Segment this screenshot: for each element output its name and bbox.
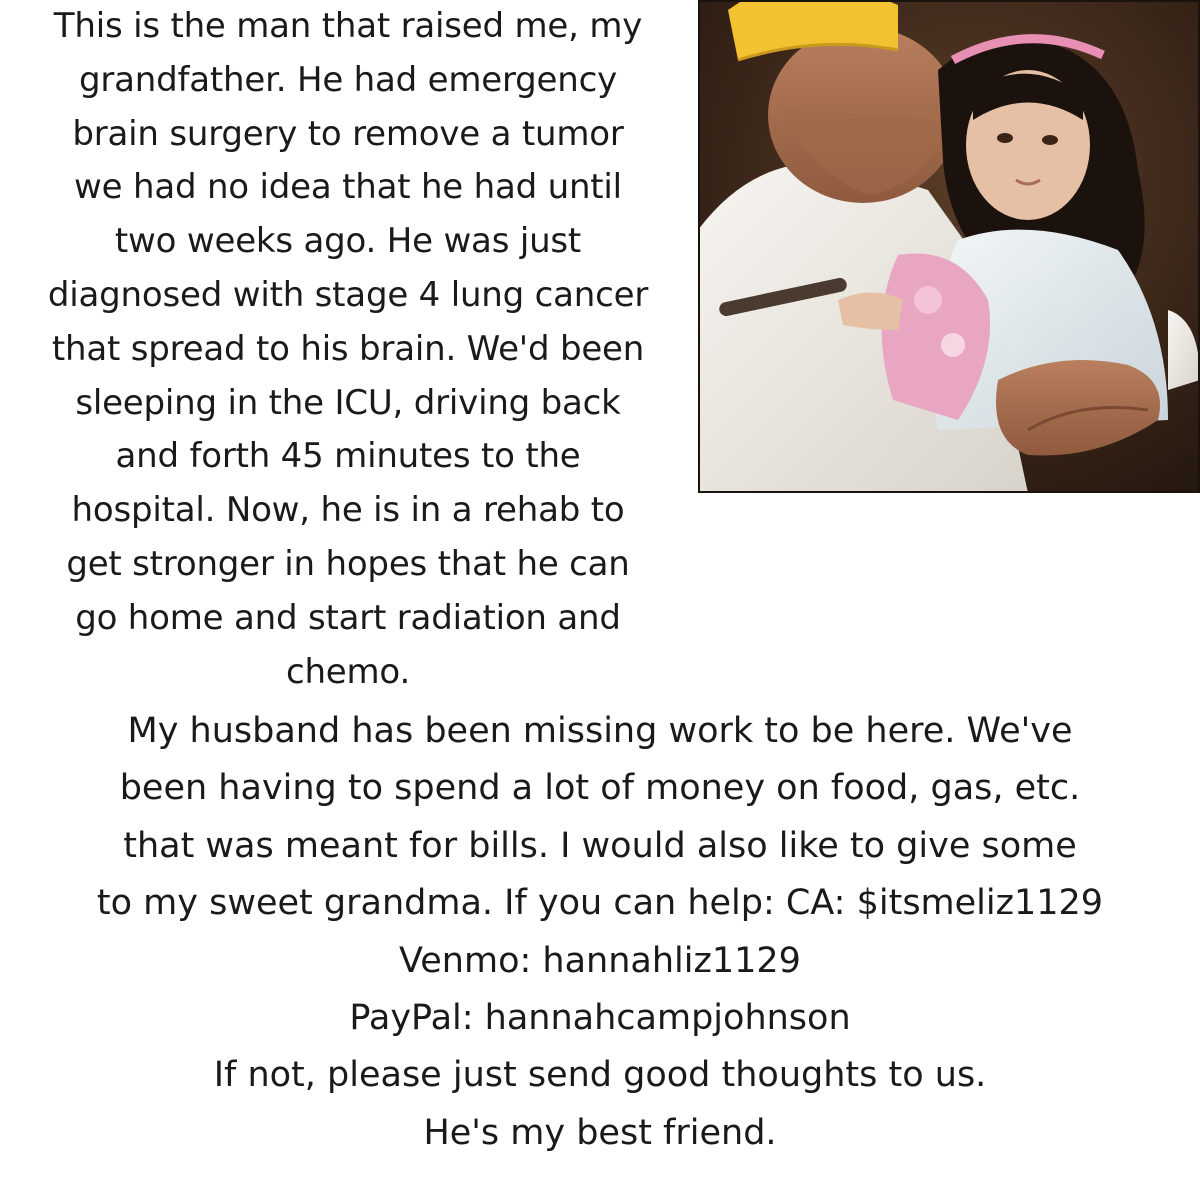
story-line: brain surgery to remove a tumor xyxy=(72,113,624,154)
appeal-line: If not, please just send good thoughts to us. xyxy=(213,1055,987,1096)
story-line: two weeks ago. He was just xyxy=(114,221,582,262)
family-photo-illustration xyxy=(698,0,1200,493)
story-line: hospital. Now, he is in a rehab to xyxy=(71,490,625,531)
story-line: This is the man that raised me, my xyxy=(53,6,643,46)
appeal-line: that was meant for bills. I would also like to give some xyxy=(123,825,1077,866)
story-text xyxy=(14,0,682,699)
story-line: sleeping in the ICU, driving back xyxy=(75,382,621,423)
story-line: that spread to his brain. We'd been xyxy=(51,328,645,369)
story-line: go home and start radiation and xyxy=(75,597,621,638)
story-line: diagnosed with stage 4 lung cancer xyxy=(47,274,649,315)
story-line: get stronger in hopes that he can xyxy=(66,543,630,584)
paypal-handle: PayPal: hannahcampjohnson xyxy=(349,998,851,1039)
appeal-text xyxy=(0,703,1200,1162)
appeal-line: to my sweet grandma. If you can help: CA: $itsmeliz1129 xyxy=(96,883,1104,924)
story-line: we had no idea that he had until xyxy=(74,167,622,208)
story-line: and forth 45 minutes to the xyxy=(115,436,581,477)
family-photo xyxy=(698,0,1200,493)
story-line: grandfather. He had emergency xyxy=(78,59,618,100)
appeal-line: been having to spend a lot of money on food, gas, etc. xyxy=(119,768,1081,809)
story-line: chemo. xyxy=(285,651,411,692)
appeal-line: My husband has been missing work to be here. We've xyxy=(127,711,1073,751)
venmo-handle: Venmo: hannahliz1129 xyxy=(399,940,801,981)
appeal-line: He's my best friend. xyxy=(423,1112,777,1153)
